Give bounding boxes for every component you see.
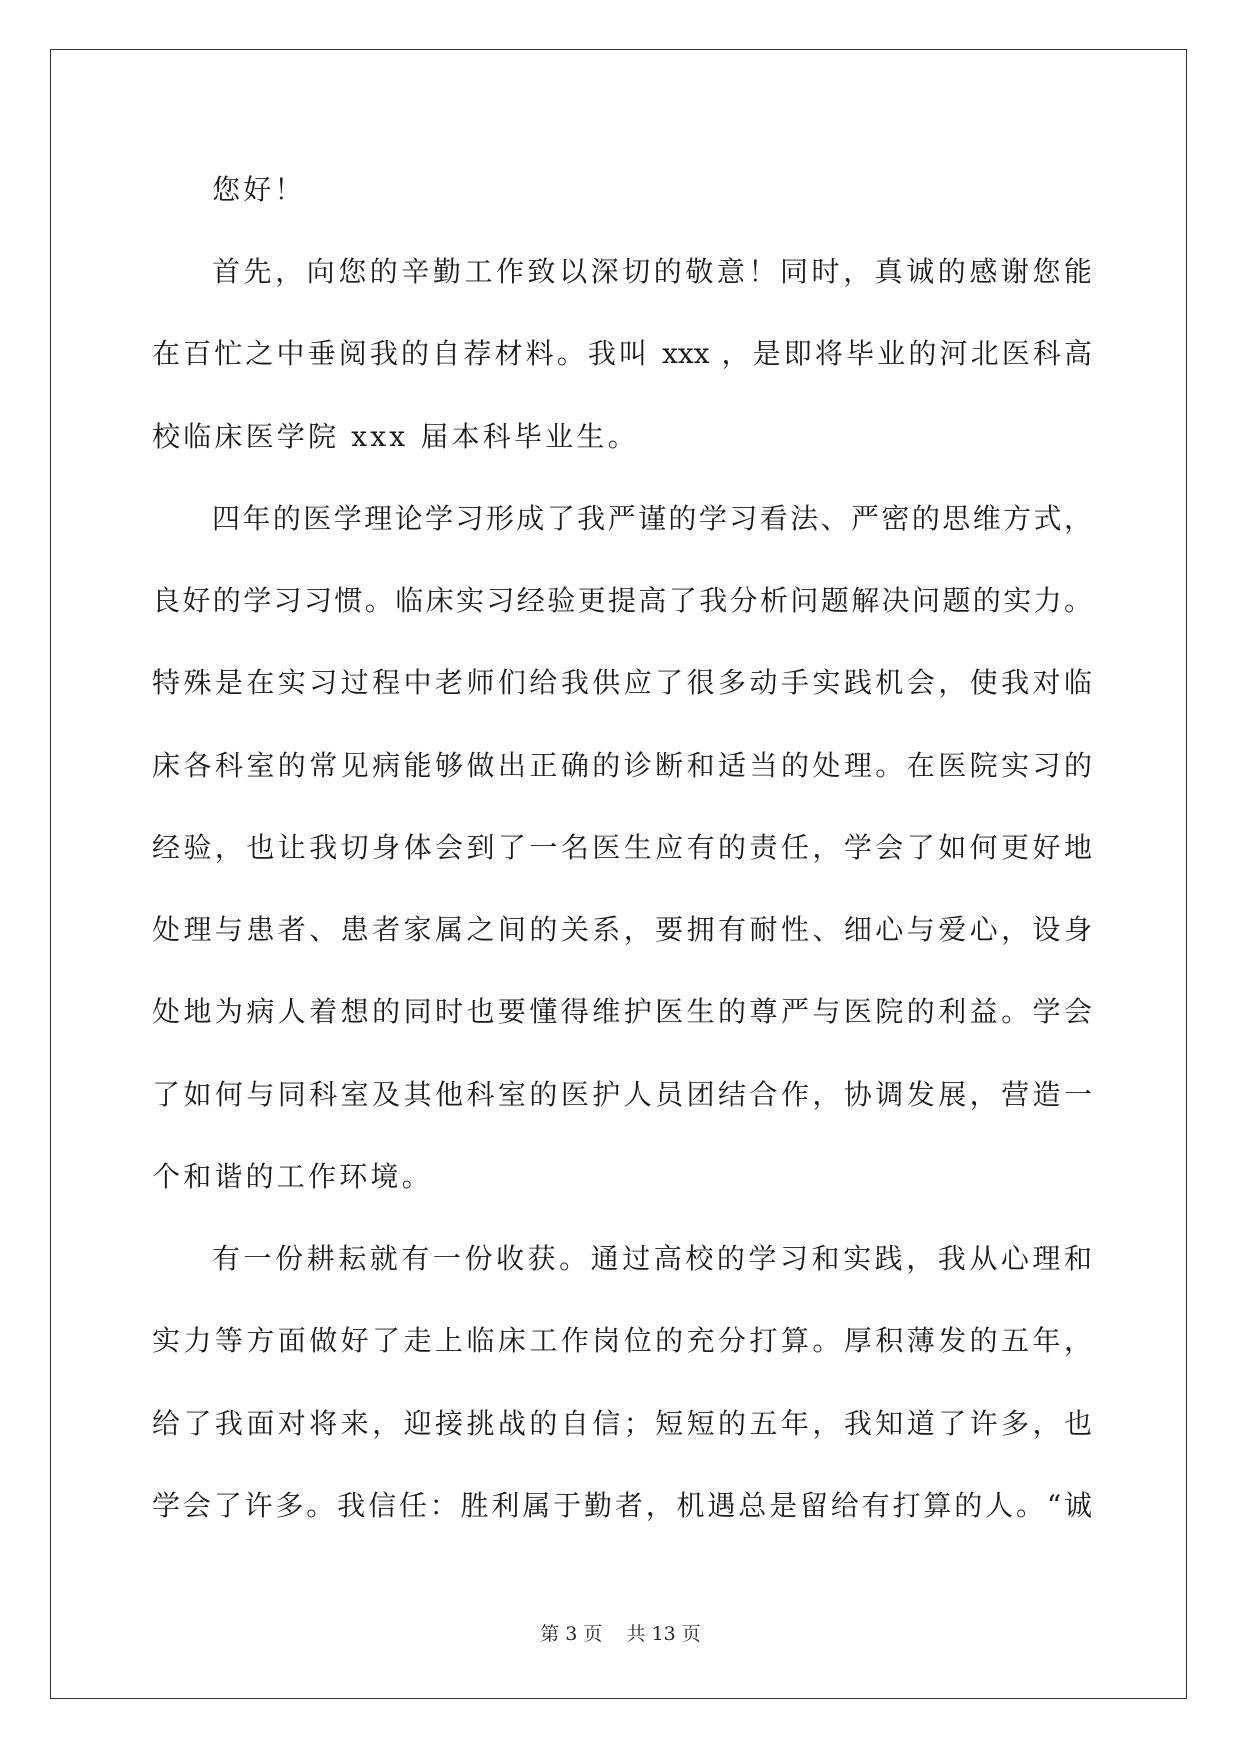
page-border: [50, 49, 1187, 1699]
text-line: 个和谐的工作环境。: [152, 1160, 433, 1193]
text-line: 实力等方面做好了走上临床工作岗位的充分打算。厚积薄发的五年，: [152, 1324, 1092, 1357]
text-line: 有一份耕耘就有一份收获。通过高校的学习和实践，我从心理和: [212, 1242, 1092, 1275]
text-line: 良好的学习习惯。临床实习经验更提高了我分析问题解决问题的实力。: [152, 584, 1092, 617]
text-line: 特殊是在实习过程中老师们给我供应了很多动手实践机会，使我对临: [152, 666, 1092, 699]
text-line: 处理与患者、患者家属之间的关系，要拥有耐性、细心与爱心，设身: [152, 913, 1092, 946]
text-line: 校临床医学院 xxx 届本科毕业生。: [152, 420, 639, 453]
text-line: 在百忙之中垂阅我的自荐材料。我叫 xxx ，是即将毕业的河北医科高: [152, 337, 1092, 370]
greeting-line: 您好！: [212, 173, 306, 206]
text-line: 经验，也让我切身体会到了一名医生应有的责任，学会了如何更好地: [152, 831, 1092, 864]
text-line: 床各科室的常见病能够做出正确的诊断和适当的处理。在医院实习的: [152, 749, 1092, 782]
text-line: 四年的医学理论学习形成了我严谨的学习看法、严密的思维方式，: [212, 502, 1092, 535]
page-number-footer: 第 3 页 共 13 页: [540, 1623, 701, 1645]
text-line: 处地为病人着想的同时也要懂得维护医生的尊严与医院的利益。学会: [152, 995, 1092, 1028]
text-line: 了如何与同科室及其他科室的医护人员团结合作，协调发展，营造一: [152, 1078, 1092, 1111]
text-line: 给了我面对将来，迎接挑战的自信；短短的五年，我知道了许多，也: [152, 1407, 1092, 1440]
text-line: 首先，向您的辛勤工作致以深切的敬意！同时，真诚的感谢您能: [212, 255, 1092, 288]
text-line: 学会了许多。我信任：胜利属于勤者，机遇总是留给有打算的人。“诚: [152, 1489, 1092, 1522]
